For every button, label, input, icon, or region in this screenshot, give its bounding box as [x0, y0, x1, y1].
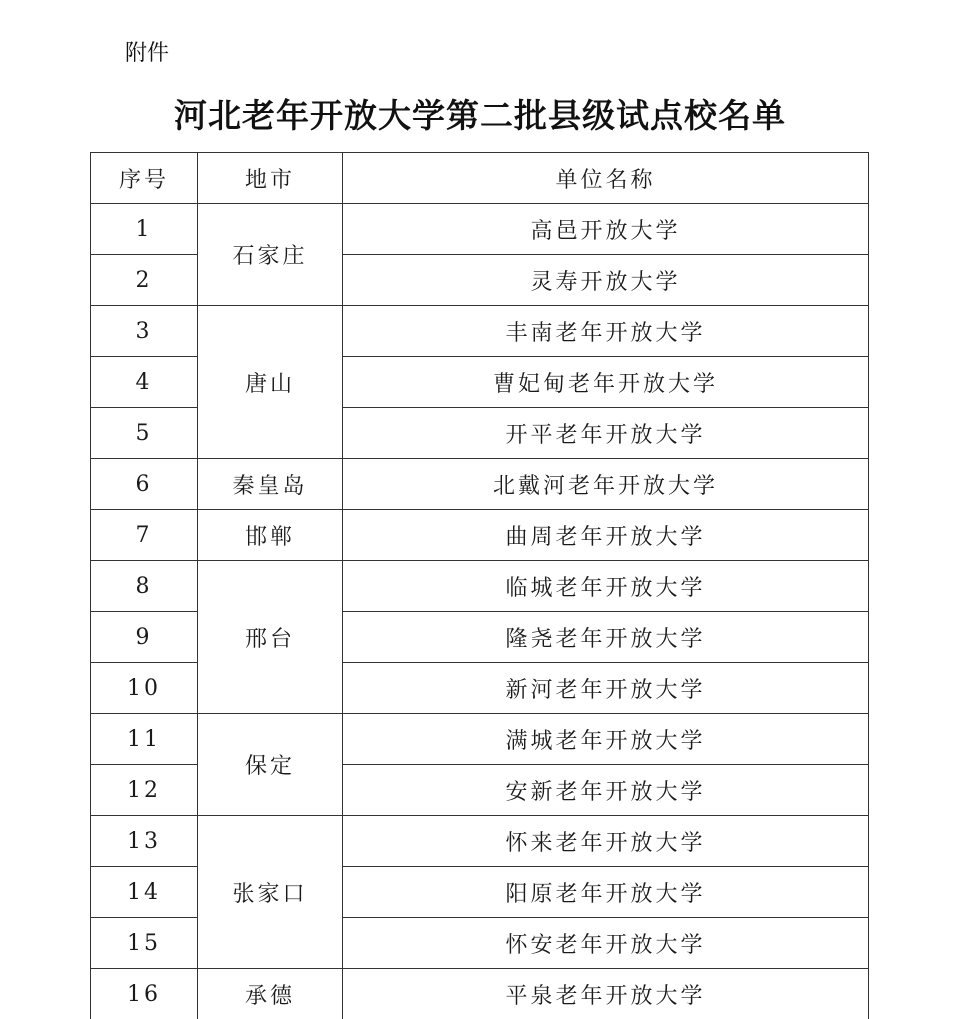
row-no: 3 — [91, 306, 198, 357]
city-cell: 唐山 — [198, 306, 343, 459]
unit-name: 隆尧老年开放大学 — [343, 612, 869, 663]
row-no: 2 — [91, 255, 198, 306]
table-row — [91, 459, 869, 510]
row-no: 5 — [91, 408, 198, 459]
header-city: 地市 — [198, 153, 343, 204]
city-cell: 张家口 — [198, 816, 343, 969]
city-cell: 石家庄 — [198, 204, 343, 306]
attachment-label: 附件 — [125, 41, 170, 66]
city-cell: 邢台 — [198, 561, 343, 714]
row-no: 10 — [91, 663, 198, 714]
header-unit: 单位名称 — [343, 153, 869, 204]
unit-name: 丰南老年开放大学 — [343, 306, 869, 357]
unit-name: 临城老年开放大学 — [343, 561, 869, 612]
document-title: 河北老年开放大学第二批县级试点校名单 — [174, 96, 786, 135]
unit-name: 阳原老年开放大学 — [343, 867, 869, 918]
unit-name: 灵寿开放大学 — [343, 255, 869, 306]
row-no: 9 — [91, 612, 198, 663]
unit-name: 安新老年开放大学 — [343, 765, 869, 816]
unit-name: 怀安老年开放大学 — [343, 918, 869, 969]
unit-name: 曲周老年开放大学 — [343, 510, 869, 561]
unit-name: 满城老年开放大学 — [343, 714, 869, 765]
unit-name: 怀来老年开放大学 — [343, 816, 869, 867]
row-no: 13 — [91, 816, 198, 867]
pilot-school-table — [90, 152, 869, 1019]
row-no: 8 — [91, 561, 198, 612]
table-row — [91, 204, 869, 255]
city-cell: 保定 — [198, 714, 343, 816]
unit-name: 开平老年开放大学 — [343, 408, 869, 459]
row-no: 6 — [91, 459, 198, 510]
city-cell: 秦皇岛 — [198, 459, 343, 510]
unit-name: 新河老年开放大学 — [343, 663, 869, 714]
unit-name: 高邑开放大学 — [343, 204, 869, 255]
table-header-row — [91, 153, 869, 204]
row-no: 11 — [91, 714, 198, 765]
row-no: 16 — [91, 969, 198, 1019]
table-row — [91, 510, 869, 561]
table-row — [91, 561, 869, 612]
row-no: 14 — [91, 867, 198, 918]
row-no: 4 — [91, 357, 198, 408]
table-row — [91, 306, 869, 357]
table-row — [91, 969, 869, 1019]
unit-name: 北戴河老年开放大学 — [343, 459, 869, 510]
city-cell: 承德 — [198, 969, 343, 1019]
table-row — [91, 714, 869, 765]
table-row — [91, 816, 869, 867]
row-no: 15 — [91, 918, 198, 969]
unit-name: 平泉老年开放大学 — [343, 969, 869, 1019]
unit-name: 曹妃甸老年开放大学 — [343, 357, 869, 408]
row-no: 1 — [91, 204, 198, 255]
row-no: 12 — [91, 765, 198, 816]
header-no: 序号 — [91, 153, 198, 204]
city-cell: 邯郸 — [198, 510, 343, 561]
row-no: 7 — [91, 510, 198, 561]
